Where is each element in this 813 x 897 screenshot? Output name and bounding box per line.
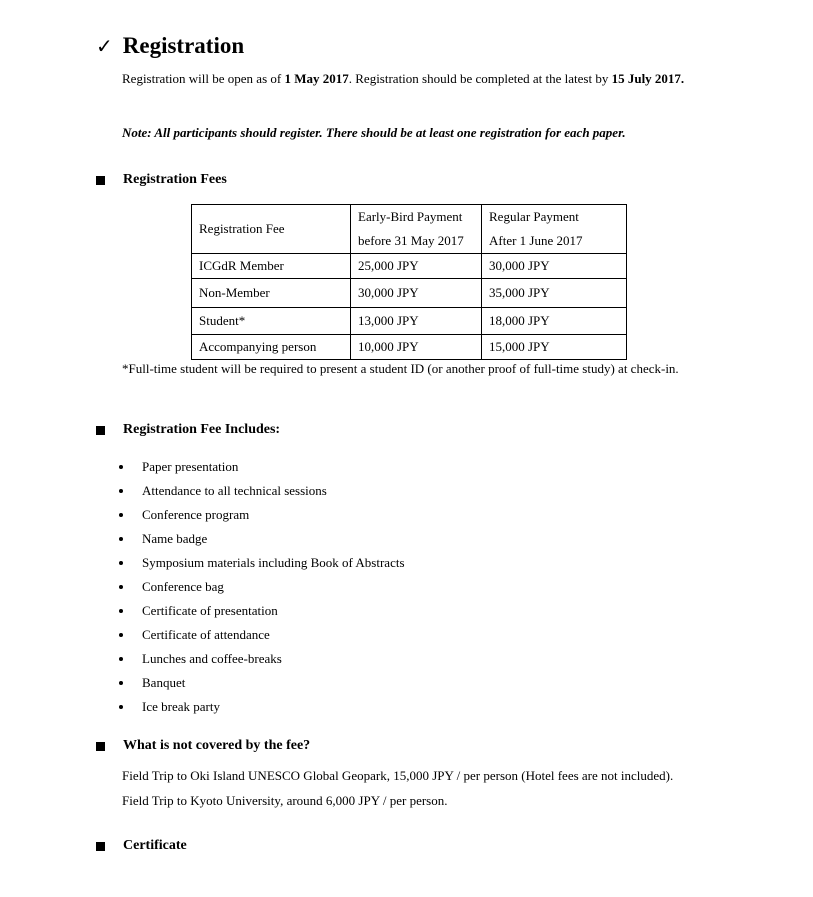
- list-item-text: Symposium materials including Book of Abstracts: [142, 555, 405, 570]
- page-title: Registration: [122, 33, 245, 58]
- section-registration-fees: [96, 172, 227, 188]
- bullet-icon: [119, 585, 123, 589]
- list-item-text: Conference bag: [142, 579, 224, 594]
- registration-heading: [96, 33, 244, 59]
- early-fee-cell: 30,000 JPY: [351, 279, 482, 308]
- header-cell: [351, 205, 482, 254]
- early-fee-cell: 13,000 JPY: [351, 308, 482, 335]
- table-row: [192, 279, 627, 308]
- list-item-text: Conference program: [142, 507, 250, 522]
- table-row: [192, 335, 627, 360]
- early-fee-cell: 25,000 JPY: [351, 254, 482, 279]
- list-item: [122, 529, 405, 553]
- bullet-icon: [119, 657, 123, 661]
- list-item: [122, 505, 405, 529]
- list-item-text: Certificate of presentation: [142, 603, 278, 618]
- category-cell: Student*: [192, 308, 351, 335]
- bullet-icon: [119, 465, 123, 469]
- section-certificate: [96, 838, 187, 854]
- table-row: [192, 254, 627, 279]
- intro-text: Registration will be open as of: [122, 71, 285, 86]
- header-line: Regular Payment: [489, 209, 579, 224]
- bullet-icon: [119, 705, 123, 709]
- close-date: 15 July 2017.: [611, 71, 685, 86]
- bullet-icon: [119, 633, 123, 637]
- category-cell: ICGdR Member: [192, 254, 351, 279]
- bullet-icon: [119, 561, 123, 565]
- table-row: [192, 308, 627, 335]
- square-bullet-icon: [96, 842, 105, 851]
- bullet-icon: [119, 489, 123, 493]
- regular-fee-cell: 35,000 JPY: [482, 279, 627, 308]
- square-bullet-icon: [96, 742, 105, 751]
- list-item-text: Certificate of attendance: [142, 627, 270, 642]
- header-cell: [482, 205, 627, 254]
- list-item: [122, 625, 405, 649]
- list-item-text: Paper presentation: [142, 459, 239, 474]
- list-item-text: Name badge: [142, 531, 208, 546]
- list-item-text: Attendance to all technical sessions: [142, 483, 327, 498]
- header-line: After 1 June 2017: [489, 233, 583, 248]
- category-cell: Non-Member: [192, 279, 351, 308]
- header-line: before 31 May 2017: [358, 233, 464, 248]
- section-title: Registration Fee Includes:: [123, 422, 281, 437]
- section-title: Registration Fees: [123, 172, 227, 187]
- list-item: [122, 553, 405, 577]
- registration-intro: [122, 67, 722, 91]
- list-item: [122, 457, 405, 481]
- bullet-icon: [119, 513, 123, 517]
- category-cell: Accompanying person: [192, 335, 351, 360]
- list-item-text: Banquet: [142, 675, 186, 690]
- header-line: Early-Bird Payment: [358, 209, 463, 224]
- list-item: [122, 697, 405, 721]
- square-bullet-icon: [96, 176, 105, 185]
- section-title: Certificate: [123, 838, 187, 853]
- square-bullet-icon: [96, 426, 105, 435]
- early-fee-cell: 10,000 JPY: [351, 335, 482, 360]
- registration-fee-table: [191, 204, 627, 360]
- header-cell: Registration Fee: [192, 205, 351, 254]
- section-not-covered: [96, 738, 310, 754]
- list-item-text: Ice break party: [142, 699, 220, 714]
- bullet-icon: [119, 537, 123, 541]
- student-footnote: *Full-time student will be required to present a student ID (or another proof of full-time study) at check-in.: [122, 361, 679, 376]
- regular-fee-cell: 15,000 JPY: [482, 335, 627, 360]
- regular-fee-cell: 30,000 JPY: [482, 254, 627, 279]
- list-item: [122, 601, 405, 625]
- check-mark-icon: ✓: [96, 34, 113, 58]
- bullet-icon: [119, 609, 123, 613]
- bullet-icon: [119, 681, 123, 685]
- list-item: [122, 673, 405, 697]
- list-item: [122, 649, 405, 673]
- open-date: 1 May 2017: [284, 71, 349, 86]
- regular-fee-cell: 18,000 JPY: [482, 308, 627, 335]
- registration-note: Note: All participants should register. There should be at least one registration for each paper.: [122, 125, 626, 140]
- list-item-text: Lunches and coffee-breaks: [142, 651, 282, 666]
- list-item: [122, 577, 405, 601]
- section-fee-includes: [96, 422, 280, 438]
- not-covered-line: Field Trip to Oki Island UNESCO Global Geopark, 15,000 JPY / per person (Hotel fees are not included).: [122, 768, 674, 783]
- not-covered-line: Field Trip to Kyoto University, around 6,000 JPY / per person.: [122, 793, 448, 808]
- list-item: [122, 481, 405, 505]
- table-header-row: [192, 205, 627, 254]
- intro-text: . Registration should be completed at the latest by: [348, 71, 612, 86]
- section-title: What is not covered by the fee?: [123, 738, 311, 753]
- fee-includes-list: [122, 457, 405, 721]
